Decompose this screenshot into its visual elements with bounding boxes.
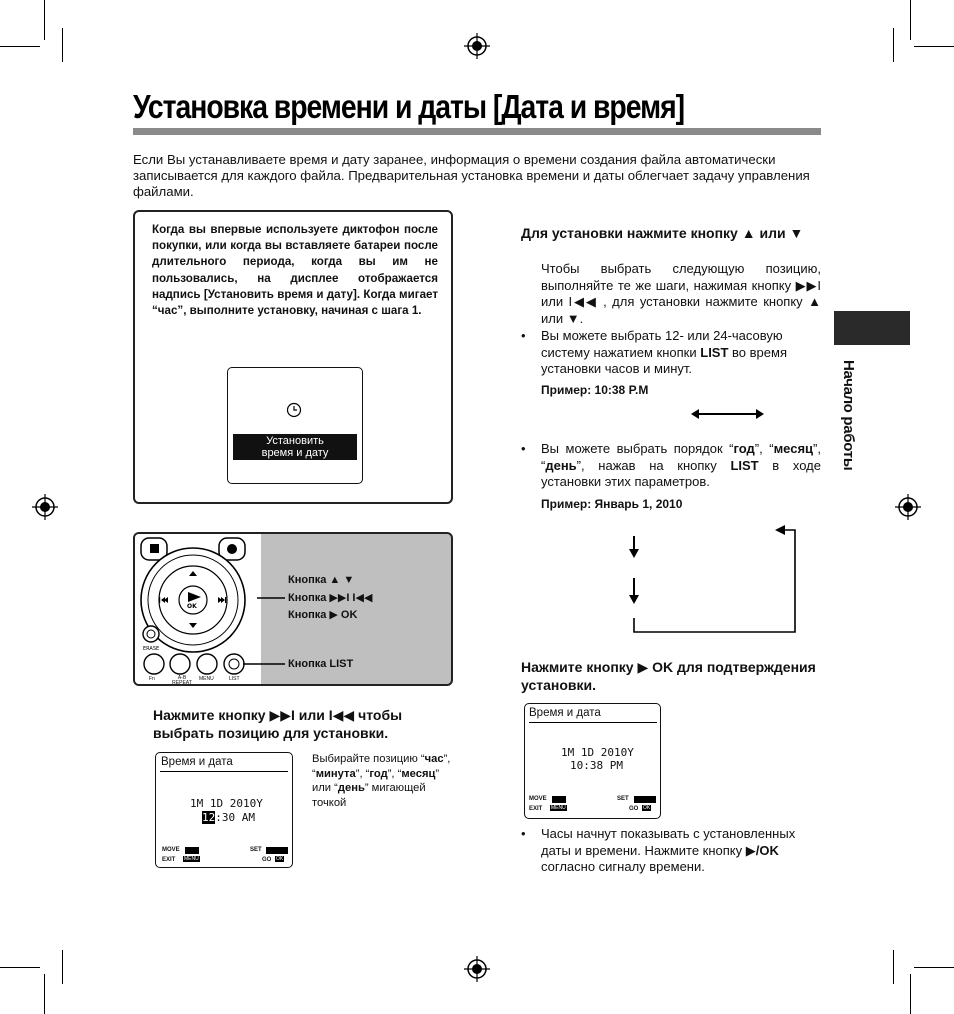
double-arrow-icon (690, 406, 765, 422)
fn-label: Fn (149, 676, 155, 682)
lcd-move-keys (552, 796, 566, 803)
erase-label: ERASE (143, 646, 160, 652)
bullet2-day: день (545, 457, 577, 473)
lcd-set-keys (266, 847, 288, 854)
note-bold-ref: Установить время и дату (207, 287, 353, 301)
note-part2: ]. Когда мигает “час”, выполните установку, начиная с шага 1. (152, 287, 438, 318)
lcd-time-rest: :30 AM (215, 811, 255, 824)
bullet2-c: в ходе установки этих параметров. (541, 457, 821, 489)
bullet2-month: месяц (773, 441, 814, 456)
list-label: LIST (229, 676, 240, 682)
crop-mark (0, 967, 40, 968)
lcd-move: MOVE (529, 796, 547, 802)
desc-sep: ”, “ (355, 767, 370, 780)
lcd-set: SET (617, 796, 629, 802)
step2-text: Чтобы выбрать следующую позицию, выполняйте те же шаги, нажимая кнопку ▶▶I или I◀◀ , для установки нажмите кнопку ▲ или ▼. (541, 261, 821, 326)
step3-bullet-a: Часы начнут показывать с установленных даты и времени. Нажмите кнопку (541, 826, 796, 858)
desc-b: ” мигающей точкой (312, 782, 426, 809)
label-ff-rew: Кнопка ▶▶I I◀◀ (288, 592, 373, 604)
bullet: • (521, 826, 526, 841)
desc-year: год (369, 767, 388, 780)
step3-bullet-ok: ▶/OK (745, 842, 779, 858)
step2-bullet2 (541, 441, 821, 491)
section-tab (834, 311, 910, 345)
screen-line2: время и дату (261, 447, 329, 459)
lcd-hour-highlight: 12 (202, 811, 216, 824)
step2-heading: Для установки нажмите кнопку ▲ или ▼ (521, 225, 804, 241)
set-date-highlight (233, 434, 357, 460)
bullet2-sep: ”, “ (541, 441, 821, 473)
crop-mark (914, 46, 954, 47)
bullet: • (521, 328, 526, 343)
crop-mark (910, 974, 911, 1014)
page-title: Установка времени и даты [Дата и время] (133, 88, 685, 125)
crop-mark (44, 974, 45, 1014)
bullet2-list: LIST (730, 457, 759, 473)
lcd-divider (160, 771, 288, 772)
bullet1-b: во время установки часов и минут. (541, 344, 787, 376)
lcd-exit: EXIT (529, 806, 543, 812)
lcd-title: Время и дата (529, 707, 601, 719)
example2: Пример: Январь 1, 2010 (541, 497, 683, 511)
side-label (835, 360, 859, 480)
desc-day: день (337, 782, 365, 794)
note-text (152, 222, 438, 319)
crop-mark (914, 967, 954, 968)
desc-sep: ”, “ (387, 767, 402, 780)
svg-text:OK: OK (187, 603, 197, 610)
label-list: Кнопка LIST (288, 658, 354, 670)
registration-mark-icon (895, 494, 921, 520)
desc-minute: минута (315, 767, 356, 780)
step1-description (312, 752, 452, 810)
desc-month: месяц (401, 767, 436, 780)
ab-repeat-label: A-B REPEAT (172, 675, 192, 686)
screen-line1: Установить (266, 435, 324, 447)
step2-bullet1 (541, 328, 821, 378)
desc-sep: ”, “ (312, 753, 451, 780)
device-illustration (133, 532, 453, 686)
crop-mark (62, 950, 63, 984)
step3-heading: Нажмите кнопку ▶ OK для подтверждения установки. (521, 659, 816, 693)
cycle-diagram-icon (625, 522, 805, 636)
step3-bullet-c: согласно сигналу времени. (541, 859, 705, 874)
step3-bullet (541, 826, 823, 876)
set-date-screen (227, 367, 363, 484)
registration-mark-icon (32, 494, 58, 520)
lcd-set: SET (250, 847, 262, 853)
lcd-ok: OK (643, 805, 651, 811)
crop-mark (44, 0, 45, 40)
lcd-time-line: 10:38 PM (570, 759, 623, 772)
registration-mark-icon (464, 33, 490, 59)
lcd-date-line: 1M 1D 2010Y (561, 746, 634, 759)
lcd-date-line: 1M 1D 2010Y (190, 797, 263, 810)
bullet2-a: Вы можете выбрать порядок “ (541, 441, 734, 456)
lcd-go: GO (262, 857, 272, 863)
first-use-note (133, 210, 453, 504)
note-part1: Когда вы впервые используете диктофон после покупки, или когда вы вставляете батареи после длительного периода, когда вы им не пользовались, на дисплее отображается надпись [ (152, 223, 438, 301)
lcd-ok: OK (276, 856, 284, 862)
crop-mark (0, 46, 40, 47)
crop-mark (893, 28, 894, 62)
lcd-time-line (202, 811, 255, 824)
step1-heading: Нажмите кнопку ▶▶I или I◀◀ чтобы выбрать позицию для установки. (153, 707, 403, 741)
bullet: • (521, 441, 526, 456)
lcd-set-keys (634, 796, 656, 803)
crop-mark (62, 28, 63, 62)
example1: Пример: 10:38 P.M (541, 383, 649, 397)
title-underline (133, 128, 821, 135)
lcd-go: GO (629, 806, 639, 812)
registration-mark-icon (464, 956, 490, 982)
lcd-move-keys (185, 847, 199, 854)
crop-mark (910, 0, 911, 40)
lcd-step3 (524, 703, 661, 819)
lcd-step1 (155, 752, 293, 868)
bullet2-year: год (733, 441, 755, 456)
crop-mark (893, 950, 894, 984)
side-label-text: Начало работы (840, 360, 857, 471)
menu-label: MENU (199, 676, 214, 682)
label-up-down: Кнопка ▲ ▼ (288, 574, 355, 586)
lcd-title: Время и дата (161, 756, 233, 768)
bullet1-a: Вы можете выбрать 12- или 24-часовую систему нажатием кнопки (541, 328, 783, 360)
label-ok: Кнопка ▶ OK (288, 609, 358, 621)
desc-hour: час (424, 753, 444, 765)
bullet2-sep: ”, “ (754, 441, 774, 456)
clock-icon (286, 402, 302, 418)
lcd-menu: MENU (551, 805, 566, 811)
lcd-divider (529, 722, 657, 723)
intro-paragraph: Если Вы устанавливаете время и дату заранее, информация о времени создания файла автоматически записывается для каждого файла. Предварительная установка времени и даты облегчает задачу управления файлами. (133, 152, 810, 199)
bullet1-list: LIST (700, 344, 729, 360)
desc-a: Выбирайте позицию “ (312, 753, 425, 765)
bullet2-b: ”, нажав на кнопку (576, 457, 731, 473)
desc-sep: ” или “ (312, 767, 440, 794)
lcd-exit: EXIT (162, 857, 176, 863)
lcd-menu: MENU (184, 856, 199, 862)
lcd-move: MOVE (162, 847, 180, 853)
